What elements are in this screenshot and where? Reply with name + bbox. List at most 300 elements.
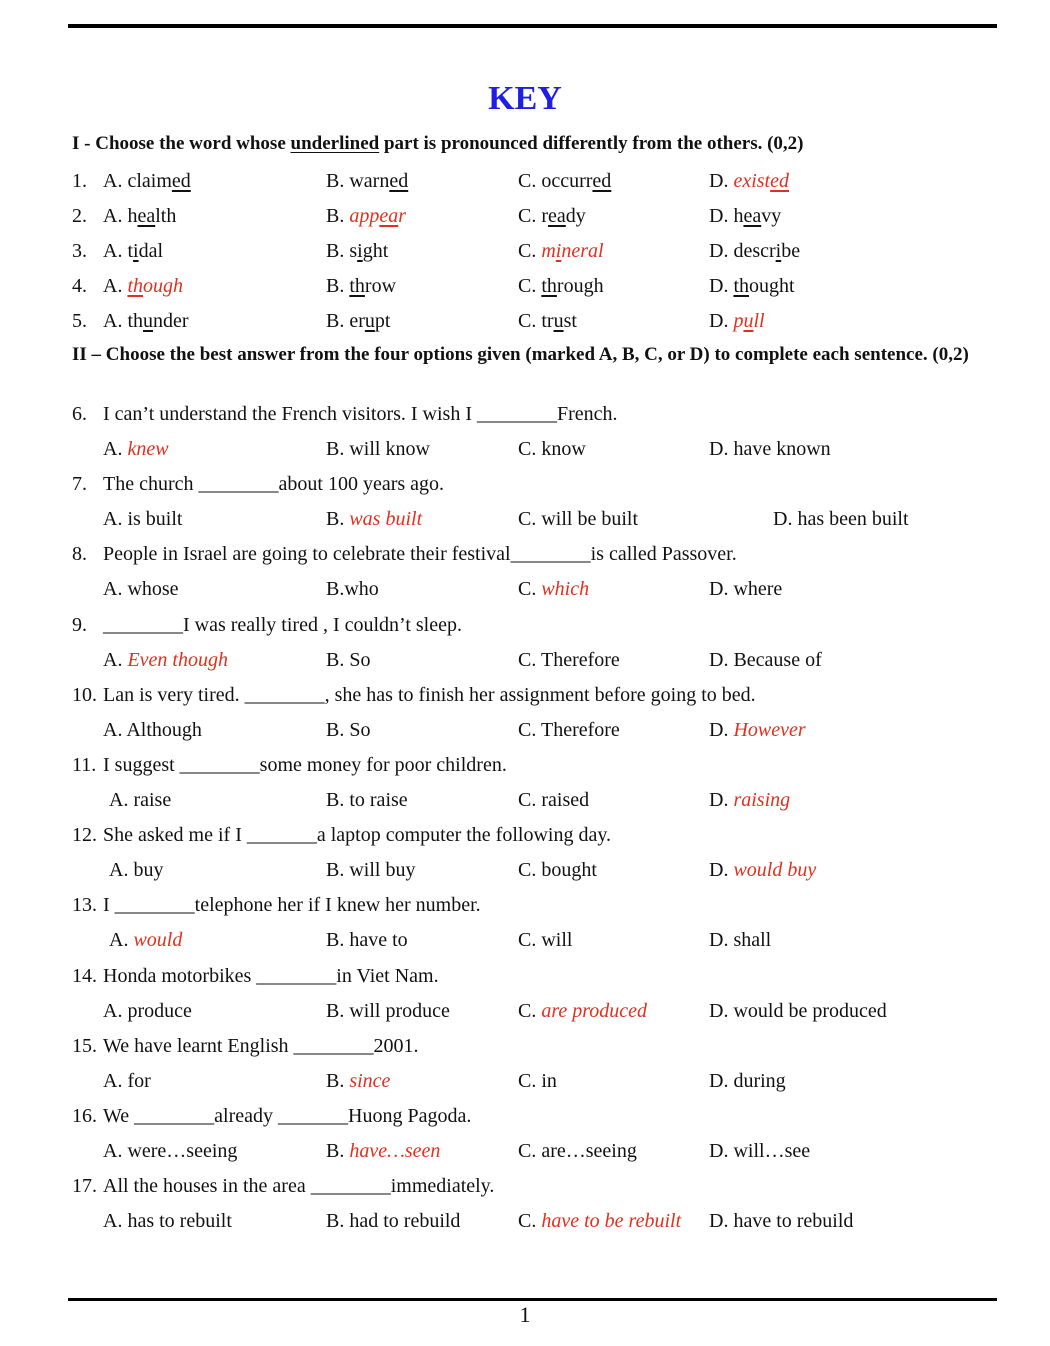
question-stem: ________I was really tired , I couldn’t sleep. — [103, 613, 462, 636]
option-word: will buy — [349, 859, 416, 882]
option-word: has been built — [797, 508, 909, 531]
option-word: Therefore — [540, 718, 620, 741]
option-b — [326, 575, 379, 603]
page-title: KEY — [488, 80, 562, 117]
option-letter: D. — [709, 170, 734, 192]
underlined-part: i — [133, 240, 139, 262]
page-number: 1 — [519, 1302, 531, 1327]
option-b — [326, 202, 406, 230]
word-part: neral — [561, 240, 604, 262]
option-c — [518, 307, 577, 335]
option-d — [709, 575, 782, 603]
option-c — [518, 1207, 681, 1235]
section2-heading: II – Choose the best answer from the four options given (marked A, B, C, or D) to complete each sentence. (0,2) — [72, 344, 969, 365]
options-row — [0, 856, 1050, 884]
option-d — [709, 786, 790, 814]
option-word — [733, 275, 794, 297]
underlined-part: ed — [389, 170, 409, 192]
option-d — [709, 167, 789, 195]
word-part: exist — [733, 170, 771, 192]
option-letter: C. — [518, 275, 542, 297]
question-stem: All the houses in the area ________immediately. — [103, 1175, 495, 1198]
option-word: will be built — [541, 508, 639, 531]
question-number: 13. — [72, 894, 97, 917]
option-letter: B. — [326, 508, 350, 531]
question-number: 11. — [72, 754, 97, 776]
option-b — [326, 1207, 460, 1235]
option-word — [541, 205, 585, 227]
underlined-part: u — [364, 310, 375, 332]
option-a — [109, 856, 163, 884]
options-row — [0, 786, 1050, 814]
option-letter: B. — [326, 1069, 350, 1092]
answer-word: which — [541, 578, 590, 601]
option-letter: A. — [103, 648, 128, 671]
option-word: bought — [541, 859, 597, 882]
option-letter: A. — [103, 1210, 128, 1233]
option-a — [103, 1067, 151, 1095]
option-word: are…seeing — [541, 1140, 637, 1162]
answer-word — [541, 240, 603, 262]
option-b — [326, 272, 396, 300]
question-stem: Lan is very tired. ________, she has to finish her assignment before going to bed. — [103, 683, 756, 706]
option-d — [709, 1207, 853, 1235]
underlined-part: ea — [743, 205, 762, 227]
option-c — [518, 716, 620, 744]
option-word: will produce — [349, 999, 450, 1022]
option-c — [518, 926, 572, 954]
option-c — [518, 856, 597, 884]
option-letter: C. — [518, 648, 541, 671]
question-row — [0, 202, 1050, 230]
word-part: dal — [138, 240, 164, 262]
answer-word: have to be rebuilt — [541, 1210, 682, 1233]
word-part: h — [733, 205, 744, 227]
top-rule — [68, 24, 997, 28]
option-word: had to rebuild — [349, 1210, 461, 1233]
option-letter: C. — [518, 508, 542, 531]
option-letter: B. — [326, 1140, 350, 1162]
option-letter: A. — [103, 1140, 128, 1162]
word-part: st — [563, 310, 577, 332]
option-letter: D. — [709, 859, 734, 882]
question-number: 4. — [72, 275, 87, 297]
word-part: app — [349, 205, 380, 227]
underlined-part: ea — [379, 205, 399, 227]
option-d — [709, 926, 771, 954]
option-d — [709, 435, 831, 463]
option-letter: B. — [326, 205, 350, 227]
options-row — [0, 435, 1050, 463]
option-letter: A. — [103, 438, 128, 460]
option-word — [349, 275, 396, 297]
answer-word: was built — [349, 508, 423, 531]
underlined-part: i — [357, 240, 363, 262]
question-number: 2. — [72, 205, 87, 227]
option-letter: A. — [103, 170, 128, 192]
option-b — [326, 997, 450, 1025]
option-letter: B. — [326, 578, 345, 601]
option-word — [349, 170, 408, 192]
option-letter: C. — [518, 1210, 542, 1233]
option-word: know — [541, 438, 586, 460]
option-letter: D. — [709, 1069, 734, 1092]
option-word — [541, 275, 603, 297]
option-letter: A. — [109, 789, 134, 811]
word-part: occurr — [541, 170, 593, 192]
underlined-part: u — [143, 310, 154, 332]
question-number: 16. — [72, 1105, 97, 1127]
options-row — [0, 575, 1050, 603]
options-row — [0, 646, 1050, 674]
section1-heading-underlined: underlined — [290, 133, 380, 154]
option-word: has to rebuilt — [127, 1210, 232, 1233]
question-stem: People in Israel are going to celebrate their festival________is called Passover. — [103, 543, 737, 566]
option-b — [326, 505, 422, 533]
option-word: to raise — [349, 789, 408, 811]
option-letter: C. — [518, 170, 542, 192]
word-part: dy — [565, 205, 586, 227]
question-number: 9. — [72, 613, 87, 636]
underlined-part: i — [775, 240, 782, 262]
option-word: Because of — [733, 648, 822, 671]
option-word — [127, 170, 190, 192]
question-row — [0, 237, 1050, 265]
word-part: warn — [349, 170, 390, 192]
word-part: ough — [143, 275, 184, 297]
underlined-part: ea — [137, 205, 156, 227]
option-a — [109, 786, 171, 814]
option-c — [518, 167, 611, 195]
option-word: who — [344, 578, 379, 601]
option-word: raised — [541, 789, 590, 811]
option-a — [103, 435, 169, 463]
option-a — [103, 505, 182, 533]
option-word: for — [127, 1069, 151, 1092]
underlined-part: u — [553, 310, 564, 332]
question-stem-row — [0, 751, 1050, 779]
option-d — [709, 856, 816, 884]
option-letter: D. — [709, 999, 734, 1022]
option-b — [326, 716, 370, 744]
word-part: be — [781, 240, 801, 262]
option-d — [709, 272, 795, 300]
answer-word: since — [349, 1069, 391, 1092]
option-word — [127, 310, 188, 332]
word-part: m — [541, 240, 556, 262]
option-a — [103, 167, 191, 195]
underlined-part: th — [733, 275, 750, 297]
underlined-part: ed — [171, 170, 191, 192]
option-word: raise — [133, 789, 172, 811]
option-word — [541, 310, 577, 332]
option-word: buy — [133, 859, 164, 882]
option-letter: C. — [518, 310, 542, 332]
question-stem-row — [0, 1172, 1050, 1200]
option-letter: C. — [518, 1069, 542, 1092]
option-letter: A. — [103, 578, 128, 601]
option-letter: D. — [709, 275, 734, 297]
question-stem-row — [0, 681, 1050, 709]
option-d — [709, 1067, 786, 1095]
option-letter: D. — [709, 718, 734, 741]
word-part: r — [398, 205, 407, 227]
option-word: whose — [127, 578, 179, 601]
underlined-part: th — [541, 275, 557, 297]
word-part: s — [349, 240, 358, 262]
question-stem-row — [0, 1032, 1050, 1060]
option-letter: B. — [326, 240, 350, 262]
option-letter: A. — [109, 929, 134, 952]
answer-word: have…seen — [349, 1140, 441, 1162]
option-d — [773, 505, 909, 533]
option-letter: C. — [518, 999, 542, 1022]
option-c — [518, 435, 586, 463]
option-letter: B. — [326, 310, 350, 332]
option-c — [518, 1137, 637, 1165]
question-stem: I suggest ________some money for poor children. — [103, 754, 507, 776]
question-number: 3. — [72, 240, 87, 262]
word-part: row — [364, 275, 397, 297]
option-letter: C. — [518, 718, 541, 741]
option-a — [103, 272, 183, 300]
option-b — [326, 435, 430, 463]
option-b — [326, 1067, 390, 1095]
question-stem-row — [0, 400, 1050, 428]
question-stem: I can’t understand the French visitors. I wish I ________French. — [103, 403, 618, 425]
option-letter: C. — [518, 929, 542, 952]
word-part: t — [127, 240, 134, 262]
word-part: r — [541, 205, 549, 227]
word-part: lth — [155, 205, 177, 227]
option-word: have to rebuild — [733, 1210, 854, 1233]
option-letter: D. — [773, 508, 798, 531]
option-letter: D. — [709, 1210, 734, 1233]
option-d — [709, 307, 765, 335]
option-letter: C. — [518, 789, 542, 811]
answer-word: raising — [733, 789, 791, 811]
word-part: vy — [761, 205, 782, 227]
option-word: Although — [126, 718, 202, 741]
option-word: will — [541, 929, 573, 952]
question-stem-row — [0, 540, 1050, 568]
option-letter: A. — [103, 1069, 128, 1092]
word-part: er — [349, 310, 365, 332]
question-number: 15. — [72, 1034, 97, 1057]
option-letter: B. — [326, 648, 350, 671]
options-row — [0, 1207, 1050, 1235]
option-b — [326, 856, 415, 884]
question-row — [0, 307, 1050, 335]
option-letter: B. — [326, 929, 350, 952]
question-stem: Honda motorbikes ________in Viet Nam. — [103, 964, 439, 987]
option-letter: B. — [326, 438, 350, 460]
option-word: Therefore — [540, 648, 620, 671]
option-letter: C. — [518, 578, 542, 601]
option-letter: B. — [326, 718, 350, 741]
option-word — [349, 240, 388, 262]
word-part: p — [733, 310, 744, 332]
option-b — [326, 237, 388, 265]
option-letter: D. — [709, 578, 734, 601]
question-number: 12. — [72, 824, 97, 847]
word-part: tr — [541, 310, 554, 332]
question-stem-row — [0, 891, 1050, 919]
option-word — [733, 205, 781, 227]
answer-word: are produced — [541, 999, 648, 1022]
question-stem-row — [0, 1102, 1050, 1130]
question-number: 6. — [72, 403, 87, 425]
option-c — [518, 272, 604, 300]
question-stem-row — [0, 470, 1050, 498]
options-row — [0, 1137, 1050, 1165]
option-b — [326, 1137, 440, 1165]
option-word — [541, 170, 611, 192]
option-letter: A. — [103, 205, 128, 227]
option-letter: D. — [709, 310, 734, 332]
option-word: in — [541, 1069, 557, 1092]
option-word: were…seeing — [127, 1140, 238, 1162]
option-word: have to — [349, 929, 408, 952]
underlined-part: ea — [548, 205, 566, 227]
underlined-part: u — [743, 310, 754, 332]
word-part: nder — [153, 310, 189, 332]
option-letter: D. — [709, 648, 734, 671]
answer-word: would buy — [733, 859, 817, 882]
option-a — [103, 237, 163, 265]
option-letter: B. — [326, 859, 350, 882]
option-letter: C. — [518, 240, 542, 262]
option-a — [103, 1207, 232, 1235]
question-stem-row — [0, 611, 1050, 639]
option-letter: A. — [103, 508, 128, 531]
option-letter: B. — [326, 170, 350, 192]
word-part: claim — [127, 170, 172, 192]
answer-word — [127, 275, 183, 297]
option-letter: D. — [709, 1140, 734, 1162]
option-b — [326, 646, 370, 674]
option-a — [103, 716, 202, 744]
section1-heading-pre: I - Choose the word whose — [72, 133, 291, 154]
question-stem-row — [0, 821, 1050, 849]
option-word: have known — [733, 438, 831, 460]
option-a — [103, 997, 192, 1025]
question-number: 7. — [72, 473, 87, 496]
option-letter: A. — [109, 859, 134, 882]
option-letter: B. — [326, 999, 350, 1022]
option-word: will know — [349, 438, 430, 460]
option-letter: C. — [518, 205, 542, 227]
underlined-part: th — [349, 275, 365, 297]
option-c — [518, 575, 589, 603]
option-word: during — [733, 1069, 786, 1092]
option-letter: A. — [103, 310, 128, 332]
option-d — [709, 237, 800, 265]
answer-word: knew — [127, 438, 169, 460]
option-letter: A. — [103, 240, 128, 262]
underlined-part: i — [555, 240, 562, 262]
section1-heading — [72, 131, 994, 156]
section1-heading-post: part is pronounced differently from the others. (0,2) — [379, 133, 804, 154]
answer-word: Even though — [127, 648, 228, 671]
option-b — [326, 786, 408, 814]
option-word — [733, 240, 800, 262]
option-c — [518, 237, 604, 265]
option-letter: D. — [709, 240, 734, 262]
word-part: h — [127, 205, 138, 227]
option-letter: A. — [103, 999, 128, 1022]
option-letter: C. — [518, 1140, 542, 1162]
option-letter: B. — [326, 1210, 350, 1233]
option-a — [103, 1137, 237, 1165]
option-letter: D. — [709, 789, 734, 811]
answer-word: would — [133, 929, 183, 952]
bottom-rule — [68, 1298, 997, 1301]
option-d — [709, 646, 822, 674]
option-c — [518, 646, 620, 674]
question-number: 10. — [72, 683, 97, 706]
answer-word — [733, 170, 789, 192]
question-number: 1. — [72, 170, 87, 192]
option-d — [709, 997, 887, 1025]
option-word: shall — [733, 929, 772, 952]
option-letter: D. — [709, 205, 734, 227]
option-word: will…see — [733, 1140, 811, 1162]
option-letter: D. — [709, 929, 734, 952]
option-word: is built — [127, 508, 183, 531]
underlined-part: ed — [770, 170, 789, 192]
option-d — [709, 202, 781, 230]
option-letter: A. — [103, 275, 128, 297]
option-word: produce — [127, 999, 192, 1022]
options-row — [0, 505, 1050, 533]
option-b — [326, 167, 408, 195]
question-number: 14. — [72, 964, 97, 987]
option-c — [518, 202, 586, 230]
word-part: ought — [749, 275, 795, 297]
options-row — [0, 997, 1050, 1025]
question-stem: The church ________about 100 years ago. — [103, 473, 445, 496]
word-part: rough — [556, 275, 604, 297]
option-word: would be produced — [733, 999, 887, 1022]
question-row — [0, 272, 1050, 300]
answer-word: However — [733, 718, 806, 741]
option-a — [109, 926, 182, 954]
word-part: descr — [733, 240, 776, 262]
option-word: where — [733, 578, 783, 601]
option-letter: B. — [326, 275, 350, 297]
underlined-part: ed — [592, 170, 612, 192]
options-row — [0, 1067, 1050, 1095]
question-stem: She asked me if I _______a laptop computer the following day. — [103, 824, 612, 847]
question-row — [0, 167, 1050, 195]
options-row — [0, 926, 1050, 954]
options-row — [0, 716, 1050, 744]
option-word: So — [349, 718, 371, 741]
question-stem: We ________already _______Huong Pagoda. — [103, 1105, 472, 1127]
option-letter: C. — [518, 859, 542, 882]
option-c — [518, 786, 589, 814]
question-stem: I ________telephone her if I knew her number. — [103, 894, 481, 917]
underlined-part: th — [127, 275, 144, 297]
option-d — [709, 716, 806, 744]
word-part: pt — [374, 310, 391, 332]
option-letter: C. — [518, 438, 542, 460]
option-word: So — [349, 648, 371, 671]
option-a — [103, 575, 179, 603]
option-c — [518, 505, 638, 533]
word-part: th — [127, 310, 144, 332]
